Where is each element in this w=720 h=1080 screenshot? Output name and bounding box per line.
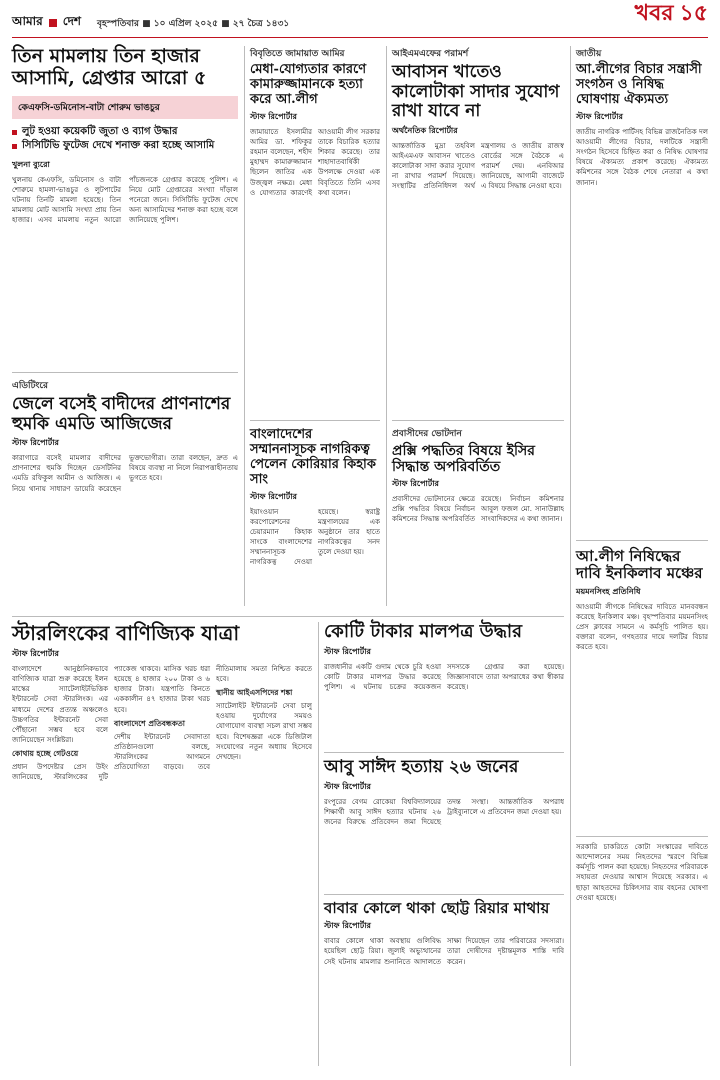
paragraph: জামায়াতে ইসলামীর আমির ডা. শফিকুর রহমান বলেছেন, শহীদ মুহাম্মদ কামারুজ্জামান ছিলেন জাতির এক উজ্জ্বল নক্ষত্র। মেধা ও যোগ্যতার কারণেই আওয়ামী লীগ সরকার তাকে বিচারিক হত্যার শিকার করেছে। তার শাহাদাতবার্ষিকী উপলক্ষে দেওয়া এক বিবৃতিতে তিনি এসব কথা বলেন। [250,127,380,197]
divider [250,420,380,421]
article-body [12,453,238,593]
byline: স্টাফ রিপোর্টার [576,111,623,121]
article-2 [12,378,238,593]
headline: আবু সাঈদ হত্যায় ২৬ জনের [324,757,519,777]
divider [318,622,319,1066]
article-12 [324,900,564,1056]
divider [576,540,708,541]
section-name: খবর [634,0,674,26]
divider [324,894,564,895]
article-body [250,507,380,617]
brand [12,13,289,33]
paragraph: বাবার কোলে থাকা অবস্থায় গুলিবিদ্ধ হয়েছিল ছোট্ট রিয়া। জুলাই অভ্যুত্থানের সেই ঘটনায় মামলার শুনানিতে আদালতে সাক্ষ্য দিয়েছেন তার পরিবারের সদস্যরা। তারা দোষীদের দৃষ্টান্তমূলক শাস্তি দাবি করেন। [324,937,564,966]
byline: স্টাফ রিপোর্টার [392,479,439,489]
article-10 [324,622,564,742]
article-body [576,842,708,1062]
article-11 [324,758,564,887]
headline: স্টারলিংকের বাণিজ্যিক যাত্রা [12,621,240,645]
subheading: বাংলাদেশে প্রতিবন্ধকতা [114,718,185,728]
paragraph: বাংলাদেশে আনুষ্ঠানিকভাবে বাণিজ্যিক যাত্রা শুরু করেছে ইলন মাস্কের স্যাটেলাইটভিত্তিক ইন্টারনেট সেবা স্টারলিংক। এর মাধ্যমে দেশের প্রত্যন্ত অঞ্চলেও উচ্চগতির ইন্টারনেট সেবা পৌঁছানো সম্ভব হবে বলে জানিয়েছেন সংশ্লিষ্টরা। [12,665,108,744]
article-13 [576,842,708,1062]
divider [324,752,564,753]
section-header [635,0,708,33]
article-body [324,662,564,742]
page-number: ১৫ [679,0,708,26]
paragraph: সরকারি চাকরিতে কোটা সংস্কারের দাবিতে আন্দোলনের সময় নিহতদের স্মরণে বিভিন্ন কর্মসূচি পালন করা হয়েছে। নিহতদের পরিবারকে সহায়তা দেওয়ার আশ্বাস দিয়েছে সরকার। এ ছাড়া আহতদের চিকিৎসার ব্যয় বহনের ঘোষণা দেওয়া হয়েছে। [576,843,708,902]
article-1 [12,46,238,315]
kicker-box [12,96,238,119]
brand-right: দেশ [62,14,82,28]
article-9 [12,622,312,1074]
kicker: আইএমএফের পরামর্শ [392,49,469,59]
byline: অর্থনৈতিক রিপোর্টার [392,125,458,135]
byline: স্টাফ রিপোর্টার [324,781,371,791]
headline: বাংলাদেশের সম্মাননাসূচক নাগরিকত্ব পেলেন কোরিয়ার কিহাক সাং [250,427,376,487]
paragraph: খুলনায় কেএফসি, ডমিনোস ও বাটা শোরুমে হামলা-ভাঙচুর ও লুটপাটের ঘটনায় তিনটি মামলা হয়েছে। তিন মামলায় মোট আসামি সংখ্যা প্রায় তিন হাজার। এসব মামলায় নতুন আরো পাঁচজনকে গ্রেপ্তার করেছে পুলিশ। এ নিয়ে মোট গ্রেপ্তারের সংখ্যা দাঁড়াল পনেরো জনে। সিসিটিভি ফুটেজ দেখে অন্য আসামিদের শনাক্ত করা হচ্ছে বলে জানিয়েছে পুলিশ। [12,175,238,225]
headline: বাবার কোলে থাকা ছোট্ট রিয়ার মাথায় [324,899,550,917]
byline: স্টাফ রিপোর্টার [250,491,297,501]
article-3 [250,46,380,387]
bullet-item: লুট হওয়া কয়েকটি জুতা ও ব্যাগ উদ্ধার [12,125,238,139]
byline: ময়মনসিংহ প্রতিনিধি [576,586,641,596]
paragraph: স্যাটেলাইট ইন্টারনেট সেবা চালু হওয়ায় দুর্যোগের সময়ও যোগাযোগ ব্যবস্থা সচল রাখা সম্ভব হবে। বিশেষজ্ঞরা একে ডিজিটাল সংযোগের নতুন অধ্যায় হিসেবে দেখছেন। [216,702,312,761]
article-4 [250,428,380,617]
headline: আবাসন খাতেও কালোটাকা সাদার সুযোগ রাখা যাবে না [392,62,560,122]
paragraph: প্রবাসীদের ভোটদানের ক্ষেত্রে প্রক্সি পদ্ধতির বিষয়ে নির্বাচন কমিশনের সিদ্ধান্ত অপরিবর্তিত রয়েছে। নির্বাচন কমিশনার আবুল ফজল মো. সানাউল্লাহ সাংবাদিকদের এ কথা জানান। [392,495,564,524]
masthead [12,0,708,38]
content-grid [12,40,708,1076]
divider [392,420,564,421]
byline: স্টাফ রিপোর্টার [12,438,59,448]
article-body [12,175,238,315]
subheading: স্থানীয় আইএসপিদের শঙ্কা [216,688,293,698]
paragraph: রাজধানীর একটি গুদাম থেকে চুরি হওয়া কোটি টাকার মালপত্র উদ্ধার করেছে পুলিশ। এ ঘটনায় চক্রের কয়েকজন সদস্যকে গ্রেপ্তার করা হয়েছে। জিজ্ঞাসাবাদে তারা অপরাধের কথা স্বীকার করেছে। [324,662,564,691]
headline: তিন মামলায় তিন হাজার আসামি, গ্রেপ্তার আরো ৫ [12,45,207,89]
article-7 [576,46,708,507]
article-body [324,936,564,1056]
headline: আ.লীগের বিচার সন্ত্রাসী সংগঠন ও নিষিদ্ধ ঘোষণায় ঐক্যমত্য [576,62,702,107]
paragraph: আওয়ামী লীগকে নিষিদ্ধের দাবিতে মানববন্ধন করেছে ইনকিলাব মঞ্চ। বৃহস্পতিবার ময়মনসিংহ প্রেস ক্লাবের সামনে এ কর্মসূচি পালিত হয়। বক্তারা বলেন, গণহত্যার দায়ে দলটির বিচার করতে হবে। [576,602,708,652]
divider [12,372,238,373]
kicker: কেএফসি-ডমিনোস-বাটা শোরুম ভাঙচুর [18,102,160,113]
paragraph: আন্তর্জাতিক মুদ্রা তহবিল আইএমএফ আবাসন খাতেও কালোটাকা সাদা করার সুযোগ না রাখার পরামর্শ দিয়েছে। সংস্থাটির প্রতিনিধিদল অর্থ মন্ত্রণালয় ও জাতীয় রাজস্ব বোর্ডের সঙ্গে বৈঠকে এ পরামর্শ দেয়। এনবিআর জানিয়েছে, আগামী বাজেটে এ বিষয়ে সিদ্ধান্ত নেওয়া হবে। [392,141,564,191]
article-body [576,602,708,802]
divider [244,46,245,606]
byline: খুলনা ব্যুরো [12,159,50,169]
article-8 [576,548,708,802]
section-label: জাতীয় [576,49,602,59]
divider [386,46,387,606]
article-body [392,494,564,614]
article-body [392,141,564,391]
brand-logo-icon [49,19,57,27]
divider [576,836,708,837]
article-body [576,127,708,507]
headline: কোটি টাকার মালপত্র উদ্ধার [324,621,523,642]
byline: স্টাফ রিপোর্টার [12,649,59,658]
paragraph: জাতীয় নাগরিক পার্টিসহ বিভিন্ন রাজনৈতিক দল আওয়ামী লীগের বিচার, দলটিকে সন্ত্রাসী সংগঠন হিসেবে চিহ্নিত করা ও নিষিদ্ধ ঘোষণার বিষয়ে ঐক্যমত্য প্রকাশ করেছে। ঐক্যমত্য কমিশনের সঙ্গে বৈঠক শেষে নেতারা এ কথা জানান। [576,127,708,187]
brand-left: আমার [12,14,43,28]
paragraph: রংপুরের বেগম রোকেয়া বিশ্ববিদ্যালয়ের শিক্ষার্থী আবু সাঈদ হত্যার ঘটনায় ২৬ জনের বিরুদ্ধে প্রতিবেদন জমা দিয়েছে তদন্ত সংস্থা। আন্তর্জাতিক অপরাধ ট্রাইব্যুনালে এ প্রতিবেদন জমা দেওয়া হয়। [324,797,564,826]
subheading: কোথায় হচ্ছে গেটওয়ে [12,749,79,759]
byline: স্টাফ রিপোর্টার [324,921,371,931]
issue-date: বৃহস্পতিবার ■ ১০ এপ্রিল ২০২৫ ■ ২৭ চৈত্র ১৪৩১ [97,18,290,29]
bullet-item: সিসিটিভি ফুটেজ দেখে শনাক্ত করা হচ্ছে আসামি [12,139,238,153]
article-5 [392,46,564,391]
divider [570,46,571,1066]
headline: আ.লীগ নিষিদ্ধের দাবি ইনকিলাব মঞ্চের [576,547,703,583]
article-body [324,797,564,887]
section-label: এডিটিংরে [12,381,48,391]
headline: প্রক্সি পদ্ধতির বিষয়ে ইসির সিদ্ধান্ত অপরিবর্তিত [392,443,535,476]
headline: মেধা-যোগ্যতার কারণে কামারুজ্জামানকে হত্যা করে আ.লীগ [250,62,367,107]
kicker: প্রবাসীদের ভোটদান [392,429,462,439]
paragraph: ইয়াংওয়ান করপোরেশনের চেয়ারম্যান কিহাক সাংকে বাংলাদেশের সম্মাননাসূচক নাগরিকত্ব দেওয়া হয়েছে। স্বরাষ্ট্র মন্ত্রণালয়ের এক অনুষ্ঠানে তার হাতে নাগরিকত্বের সনদ তুলে দেওয়া হয়। [250,507,380,567]
paragraph: প্রধান উপদেষ্টার প্রেস উইং জানিয়েছে, স্টারলিংকের দুটি প্যাকেজ থাকবে। মাসিক খরচ ধরা হয়েছে ৪ হাজার ২০০ টাকা ও ৬ হাজার টাকা। যন্ত্রপাতি কিনতে এককালীন ৪৭ হাজার টাকা খরচ হবে। [12,665,210,782]
article-body [12,664,312,1074]
bullet-list [12,125,238,153]
paragraph: কারাগারে বসেই মামলার বাদীদের প্রাণনাশের হুমকি দিচ্ছেন ডেসটিনির এমডি রফিকুল আমীন ও আজিজ। এ নিয়ে থানায় সাধারণ ডায়েরি করেছেন ভুক্তভোগীরা। তারা বলছেন, দ্রুত এ বিষয়ে ব্যবস্থা না নিলে নিরাপত্তাহীনতায় ভুগতে হবে। [12,454,238,493]
headline: জেলে বসেই বাদীদের প্রাণনাশের হুমকি এমডি আজিজের [12,394,231,434]
kicker: বিবৃতিতে জামায়াত আমির [250,49,345,59]
article-body [250,127,380,387]
byline: স্টাফ রিপোর্টার [250,111,297,121]
article-6 [392,426,564,614]
divider [12,616,564,617]
byline: স্টাফ রিপোর্টার [324,646,371,656]
paragraph: দেশীয় ইন্টারনেট সেবাদাতা প্রতিষ্ঠানগুলো বলছে, স্টারলিংকের আগমনে প্রতিযোগিতা বাড়বে। তবে নীতিমালায় সমতা নিশ্চিত করতে হবে। [114,665,312,771]
